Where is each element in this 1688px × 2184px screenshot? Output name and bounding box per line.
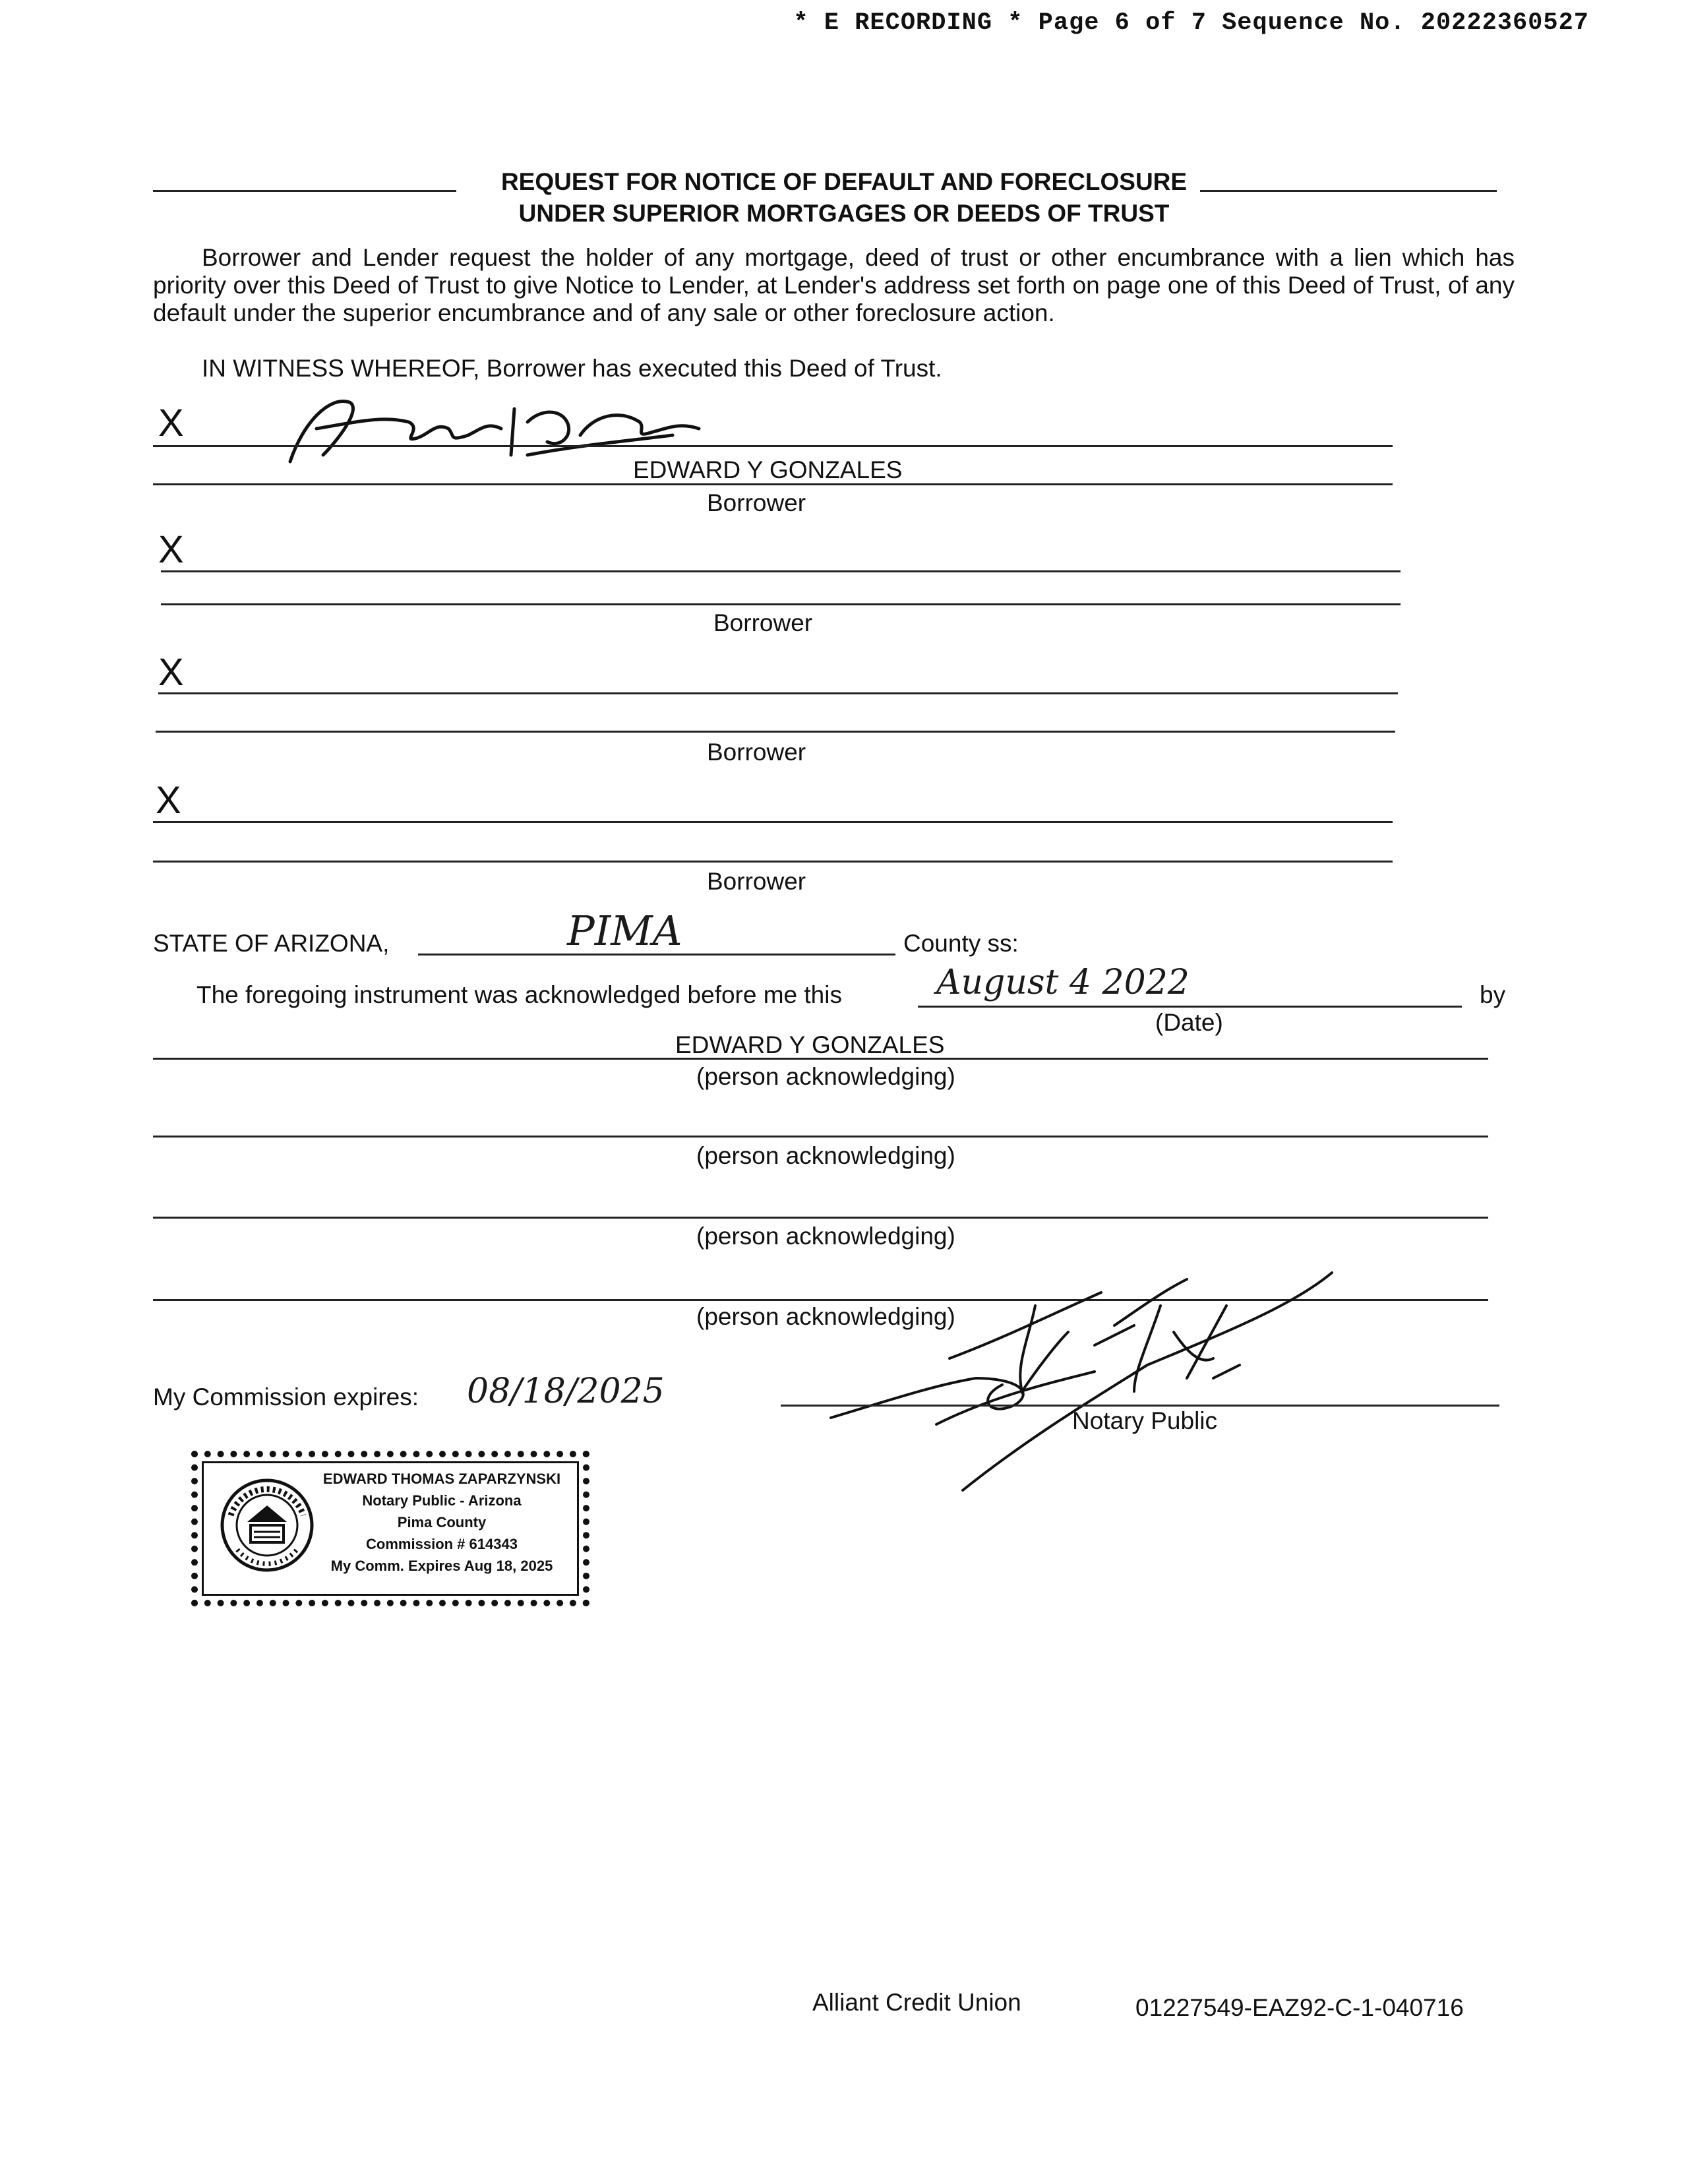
- borrower-label-3: Borrower: [707, 739, 806, 766]
- borrower-label-1: Borrower: [707, 489, 806, 516]
- document-title-line1: REQUEST FOR NOTICE OF DEFAULT AND FORECLOSURE: [500, 168, 1188, 195]
- name-line-3: [156, 731, 1395, 733]
- signature-x-mark-1: X: [158, 402, 184, 444]
- stamp-commission-number: Commission # 614343: [366, 1536, 518, 1552]
- stamp-notary-name: EDWARD THOMAS ZAPARZYNSKI: [322, 1471, 561, 1487]
- footer-document-code: 01227549-EAZ92-C-1-040716: [1135, 1994, 1464, 2021]
- signature-x-mark-3: X: [158, 651, 184, 694]
- signature-line-4: [153, 821, 1393, 823]
- date-caption: (Date): [1155, 1009, 1223, 1036]
- witness-statement: IN WITNESS WHEREOF, Borrower has executed this Deed of Trust.: [202, 355, 942, 382]
- commission-expires-handwritten: 08/18/2025: [467, 1372, 665, 1411]
- stamp-county: Pima County: [397, 1514, 487, 1531]
- stamp-text-block: [310, 1468, 574, 1577]
- footer-lender: Alliant Credit Union: [812, 1989, 1021, 2016]
- document-title-line2: UNDER SUPERIOR MORTGAGES OR DEEDS OF TRUST: [518, 200, 1170, 227]
- person-acknowledging-label-1: (person acknowledging): [696, 1063, 955, 1090]
- signature-line-1: [153, 445, 1393, 447]
- person-line-3: [153, 1217, 1488, 1219]
- state-seal-icon: [218, 1476, 316, 1575]
- commission-expires-label: My Commission expires:: [153, 1383, 419, 1410]
- borrower-name: EDWARD Y GONZALES: [633, 456, 903, 483]
- date-handwritten: August 4 2022: [936, 963, 1190, 1002]
- by-label: by: [1480, 981, 1506, 1008]
- state-label: STATE OF ARIZONA,: [153, 930, 390, 957]
- person-acknowledging-name: EDWARD Y GONZALES: [675, 1031, 945, 1058]
- signature-x-mark-2: X: [158, 528, 184, 571]
- county-handwritten: PIMA: [567, 907, 682, 955]
- stamp-expiration: My Comm. Expires Aug 18, 2025: [330, 1558, 553, 1574]
- name-line-1: [153, 483, 1393, 485]
- name-line-2: [161, 603, 1401, 605]
- county-ss-label: County ss:: [903, 930, 1019, 957]
- person-acknowledging-label-4: (person acknowledging): [696, 1303, 955, 1330]
- date-line: [918, 1006, 1462, 1008]
- notary-signature-line: [781, 1405, 1499, 1407]
- notary-signature: [818, 1266, 1398, 1503]
- name-line-4: [153, 861, 1393, 863]
- signature-line-2: [161, 570, 1401, 572]
- signature-x-mark-4: X: [156, 779, 181, 822]
- borrower-label-2: Borrower: [713, 609, 813, 636]
- foregoing-statement: The foregoing instrument was acknowledged before me this: [196, 981, 842, 1008]
- borrower-label-4: Borrower: [707, 868, 806, 895]
- stamp-notary-title: Notary Public - Arizona: [362, 1492, 522, 1509]
- person-line-2: [153, 1136, 1488, 1138]
- notary-public-label: Notary Public: [1072, 1407, 1218, 1434]
- signature-line-3: [158, 692, 1398, 694]
- recording-header: * E RECORDING * Page 6 of 7 Sequence No. 20222360527: [793, 9, 1589, 37]
- notary-stamp: [191, 1451, 589, 1606]
- request-paragraph: Borrower and Lender request the holder of any mortgage, deed of trust or other encumbrance with a lien which has priority over this Deed of Trust to give Notice to Lender, at Lender's address set forth on page one of this Deed of Trust, of any default under the superior encumbrance and of any sale or other foreclosure action.: [153, 244, 1515, 326]
- person-line-1: [153, 1058, 1488, 1060]
- person-acknowledging-label-2: (person acknowledging): [696, 1142, 955, 1169]
- person-acknowledging-label-3: (person acknowledging): [696, 1223, 955, 1250]
